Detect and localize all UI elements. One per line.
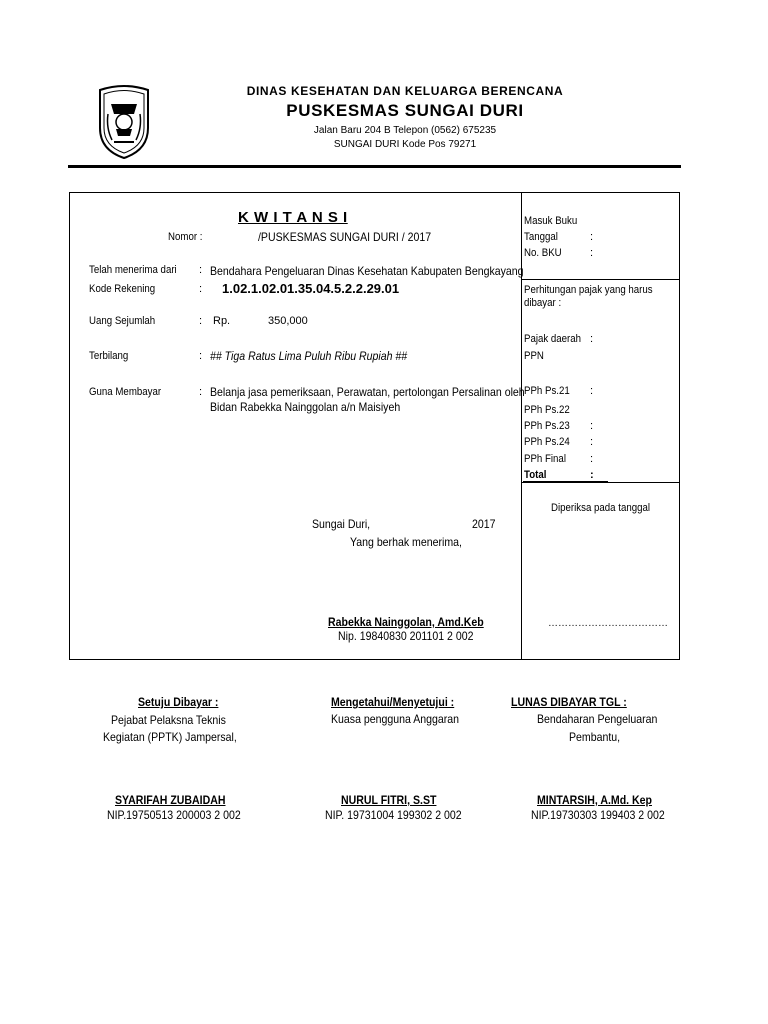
pajak-line2: dibayar : <box>524 297 562 309</box>
city-postcode: SUNGAI DURI Kode Pos 79271 <box>333 139 477 150</box>
pph24-label: PPh Ps.24 <box>524 436 570 448</box>
sig1-name: SYARIFAH ZUBAIDAH <box>115 793 226 807</box>
received-value: Bendahara Pengeluaran Dinas Kesehatan Kabupaten Bengkayang <box>210 264 524 278</box>
sig3-line2: Pembantu, <box>569 730 621 744</box>
receipt-title: K W I T A N S I <box>238 209 348 226</box>
sig1-nip: NIP.19750513 200003 2 002 <box>107 808 241 822</box>
pph-final-colon: : <box>590 453 594 465</box>
pph21-colon: : <box>590 385 594 397</box>
sig2-nip: NIP. 19731004 199302 2 002 <box>325 808 462 822</box>
pph21-label: PPh Ps.21 <box>524 385 570 397</box>
year: 2017 <box>472 517 496 531</box>
guna-line2: Bidan Rabekka Nainggolan a/n Maisiyeh <box>210 400 401 414</box>
no-bku-colon: : <box>590 247 594 259</box>
sig1-line2: Kegiatan (PPTK) Jampersal, <box>103 730 237 744</box>
side-divider-1 <box>521 279 680 280</box>
total-underline <box>523 481 608 482</box>
diperiksa-label: Diperiksa pada tanggal <box>551 502 651 514</box>
sig2-title: Mengetahui/Menyetujui : <box>331 695 455 709</box>
sig2-name: NURUL FITRI, S.ST <box>341 793 437 807</box>
guna-label: Guna Membayar <box>89 386 162 398</box>
receipt-column-divider <box>521 192 522 660</box>
total-label: Total <box>524 469 547 481</box>
terbilang-value: ## Tiga Ratus Lima Puluh Ribu Rupiah ## <box>210 349 408 363</box>
recipient-nip: Nip. 19840830 201101 2 002 <box>338 629 474 643</box>
uang-colon: : <box>199 315 203 327</box>
guna-line1: Belanja jasa pemeriksaan, Perawatan, pertolongan Persalinan oleh <box>210 385 525 399</box>
amount: 350,000 <box>268 315 308 327</box>
recipient-name: Rabekka Nainggolan, Amd.Keb <box>328 615 484 629</box>
no-bku-label: No. BKU <box>524 247 562 259</box>
uang-label: Uang Sejumlah <box>89 315 156 327</box>
pph23-colon: : <box>590 420 594 432</box>
guna-colon: : <box>199 386 203 398</box>
kode-value: 1.02.1.02.01.35.04.5.2.2.29.01 <box>222 281 400 296</box>
receipt-box <box>69 192 680 660</box>
sig1-line1: Pejabat Pelaksna Teknis <box>111 713 226 727</box>
pajak-daerah-colon: : <box>590 333 594 345</box>
received-label: Telah menerima dari <box>89 264 177 276</box>
sig1-title: Setuju Dibayar : <box>138 695 219 709</box>
sig3-name: MINTARSIH, A.Md. Kep <box>537 793 652 807</box>
tanggal-label: Tanggal <box>524 231 558 243</box>
pajak-line1: Perhitungan pajak yang harus <box>524 284 653 296</box>
pajak-daerah-label: Pajak daerah <box>524 333 582 345</box>
nomor-value: /PUSKESMAS SUNGAI DURI / 2017 <box>258 230 432 244</box>
address: Jalan Baru 204 B Telepon (0562) 675235 <box>313 125 497 136</box>
sig3-nip: NIP.19730303 199403 2 002 <box>531 808 665 822</box>
puskesmas-name: PUSKESMAS SUNGAI DURI <box>286 101 524 120</box>
side-divider-2 <box>521 482 680 483</box>
masuk-buku: Masuk Buku <box>524 215 578 227</box>
pph24-colon: : <box>590 436 594 448</box>
kode-colon: : <box>199 283 203 295</box>
total-colon: : <box>590 469 594 481</box>
sig3-line1: Bendaharan Pengeluaran <box>537 712 658 726</box>
agency-name: DINAS KESEHATAN DAN KELUARGA BERENCANA <box>246 84 564 98</box>
sig3-title: LUNAS DIBAYAR TGL : <box>511 695 627 709</box>
logo-emblem <box>94 84 154 160</box>
tanggal-colon: : <box>590 231 594 243</box>
recipient-label: Yang berhak menerima, <box>350 535 462 549</box>
diperiksa-dots: ……………………………… <box>548 618 668 629</box>
ppn-label: PPN <box>524 350 544 362</box>
currency: Rp. <box>213 315 231 327</box>
pph-final-label: PPh Final <box>524 453 566 465</box>
pph23-label: PPh Ps.23 <box>524 420 570 432</box>
sig2-line1: Kuasa pengguna Anggaran <box>331 712 460 726</box>
received-colon: : <box>199 264 203 276</box>
header-divider <box>68 165 681 168</box>
nomor-label: Nomor : <box>168 231 203 243</box>
terbilang-label: Terbilang <box>89 350 129 362</box>
pph22-label: PPh Ps.22 <box>524 404 570 416</box>
terbilang-colon: : <box>199 350 203 362</box>
kode-label: Kode Rekening <box>89 283 156 295</box>
place: Sungai Duri, <box>312 517 371 531</box>
